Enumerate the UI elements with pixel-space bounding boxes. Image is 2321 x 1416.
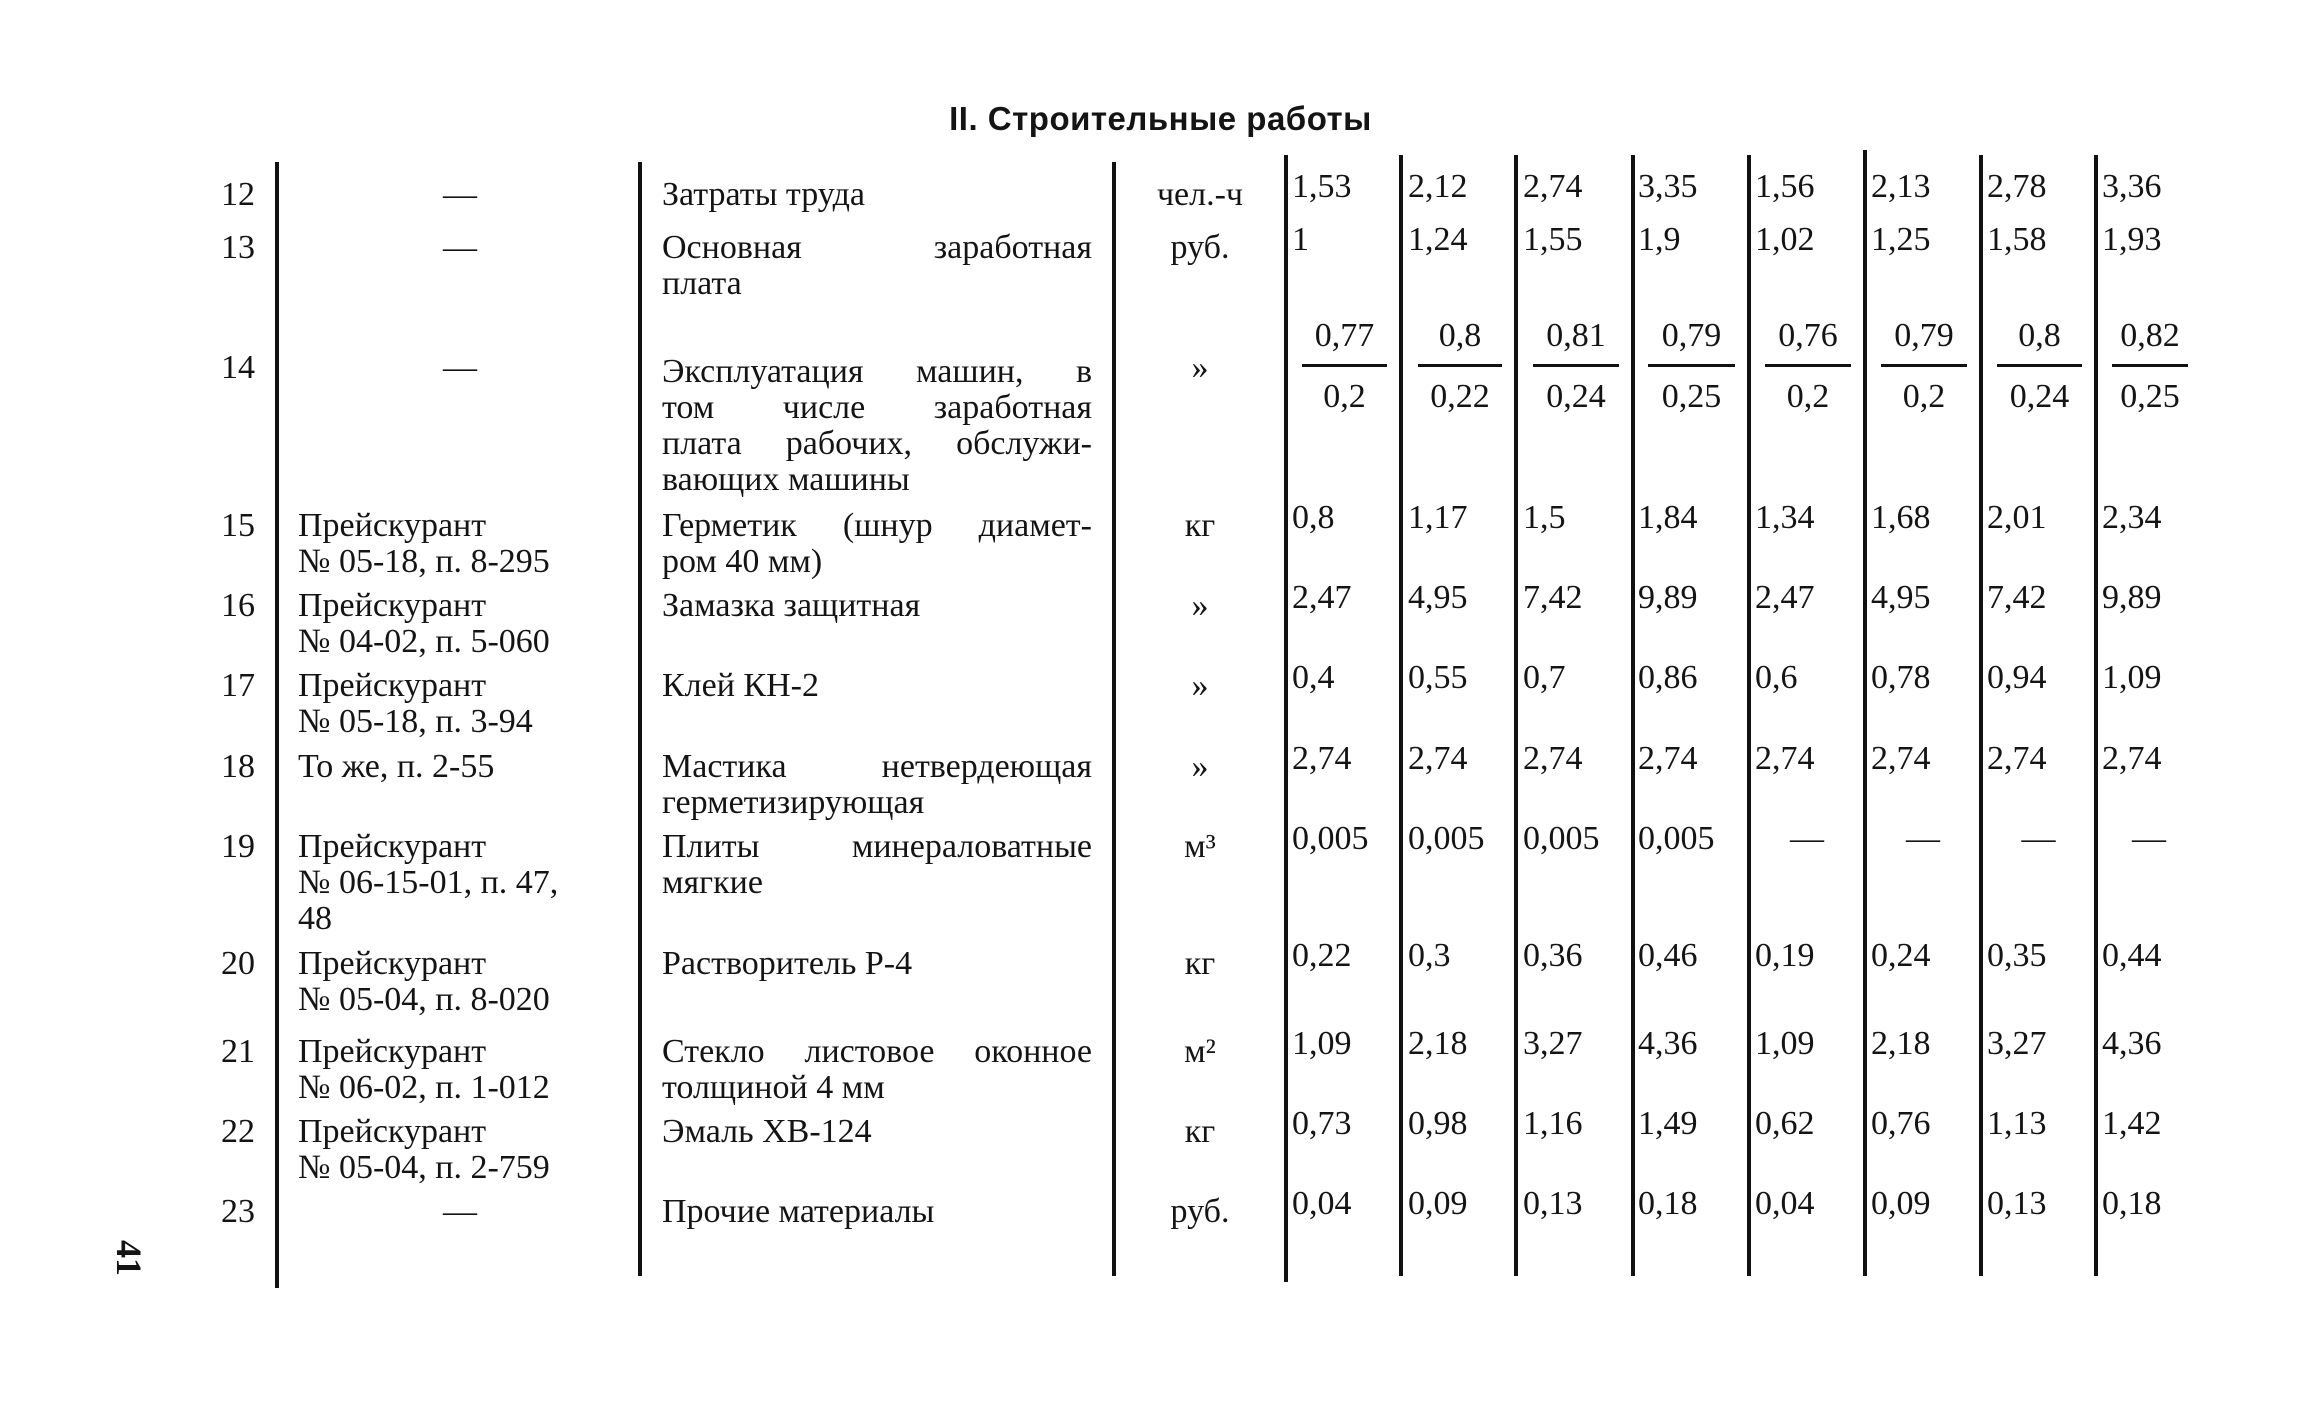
value-cell: 1,24: [1408, 221, 1468, 258]
unit: кг: [1184, 945, 1216, 982]
row-number: 21: [221, 1033, 255, 1070]
value-cell: 2,74: [1292, 740, 1352, 777]
description-line: Замазка защитная: [662, 587, 921, 624]
value-cell: 1,58: [1987, 221, 2047, 258]
value-cell: 2,34: [2102, 499, 2162, 536]
value-cell: 1,84: [1638, 499, 1698, 536]
denominator: 0,25: [1661, 378, 1722, 415]
numerator: 0,79: [1894, 317, 1954, 354]
value-cell: 0,04: [1292, 1185, 1352, 1222]
column-rule: [1284, 155, 1288, 1282]
description-line: Стекло листовое оконное: [662, 1033, 1092, 1070]
unit: м³: [1184, 828, 1216, 865]
value-cell: 2,74: [1408, 740, 1468, 777]
description-line: Эксплуатация машин, в: [662, 353, 1092, 390]
value-cell: 0,24: [1871, 937, 1931, 974]
source-line: То же, п. 2-55: [298, 748, 495, 785]
source-line: № 06-15-01, п. 47,: [298, 864, 559, 901]
value-cell: 0,44: [2102, 937, 2162, 974]
column-rule: [1979, 155, 1983, 1276]
value-cell: 2,74: [1871, 740, 1931, 777]
value-cell: 0,005: [1523, 820, 1600, 857]
column-rule: [1514, 155, 1518, 1276]
value-cell: 0,36: [1523, 937, 1583, 974]
numerator: 0,79: [1661, 317, 1722, 354]
source-line: № 06-02, п. 1-012: [298, 1069, 550, 1106]
description-line: Эмаль ХВ-124: [662, 1113, 872, 1150]
denominator: 0,2: [1786, 378, 1830, 415]
description-line: плата рабочих, обслужи-: [662, 425, 1092, 462]
row-number: 23: [221, 1193, 255, 1230]
unit: »: [1191, 667, 1209, 704]
fraction-bar: [1765, 364, 1851, 367]
value-cell: 0,55: [1408, 659, 1468, 696]
row-number: 14: [221, 349, 255, 386]
value-cell: —: [2021, 820, 2056, 857]
source-dash: —: [443, 349, 477, 386]
value-cell: 0,8: [1292, 499, 1335, 536]
column-rule: [275, 162, 279, 1288]
unit: м²: [1184, 1033, 1216, 1070]
fraction-bar: [2112, 364, 2188, 367]
column-rule: [1399, 155, 1403, 1276]
denominator: 0,2: [1902, 378, 1946, 415]
value-cell: 1: [1292, 221, 1309, 258]
page-number: 41: [109, 1240, 149, 1276]
source-line: Прейскурант: [298, 945, 487, 982]
row-number: 22: [221, 1113, 255, 1150]
numerator: 0,81: [1546, 317, 1606, 354]
row-number: 15: [221, 507, 255, 544]
value-cell: 2,18: [1408, 1025, 1468, 1062]
value-cell: 1,16: [1523, 1105, 1583, 1142]
value-cell: 2,01: [1987, 499, 2047, 536]
value-cell: 1,56: [1755, 168, 1815, 205]
fraction-bar: [1881, 364, 1967, 367]
description-line: герметизирующая: [662, 784, 925, 821]
value-cell: 2,74: [1987, 740, 2047, 777]
value-cell: 2,74: [1523, 740, 1583, 777]
fraction-bar: [1997, 364, 2082, 367]
value-cell: 4,95: [1871, 579, 1931, 616]
value-cell: 0,98: [1408, 1105, 1468, 1142]
source-dash: —: [443, 176, 477, 213]
value-cell: 1,09: [2102, 659, 2162, 696]
value-cell: 1,68: [1871, 499, 1931, 536]
value-cell: 1,34: [1755, 499, 1815, 536]
source-line: № 05-04, п. 8-020: [298, 981, 550, 1018]
denominator: 0,2: [1323, 378, 1366, 415]
column-rule: [1863, 150, 1867, 1276]
value-cell: 1,42: [2102, 1105, 2162, 1142]
denominator: 0,24: [1546, 378, 1606, 415]
row-number: 13: [221, 229, 255, 266]
value-cell: 7,42: [1523, 579, 1583, 616]
fraction-value: [1869, 318, 1979, 415]
fraction-value: [1985, 318, 2094, 415]
row-number: 16: [221, 587, 255, 624]
value-cell: 4,95: [1408, 579, 1468, 616]
value-cell: 0,3: [1408, 937, 1451, 974]
value-cell: 0,35: [1987, 937, 2047, 974]
denominator: 0,24: [2009, 378, 2070, 415]
unit: чел.-ч: [1156, 176, 1244, 213]
value-cell: 0,13: [1523, 1185, 1583, 1222]
value-cell: 2,12: [1408, 168, 1468, 205]
description-line: Герметик (шнур диамет-: [662, 507, 1092, 544]
value-cell: 0,19: [1755, 937, 1815, 974]
value-cell: 0,78: [1871, 659, 1931, 696]
value-cell: 9,89: [2102, 579, 2162, 616]
value-cell: 2,74: [2102, 740, 2162, 777]
column-rule: [638, 162, 642, 1276]
unit: кг: [1184, 507, 1216, 544]
value-cell: 1,53: [1292, 168, 1352, 205]
description-line: мягкие: [662, 864, 763, 901]
value-cell: —: [1790, 820, 1824, 857]
unit: »: [1191, 587, 1209, 624]
value-cell: 1,25: [1871, 221, 1931, 258]
value-cell: 0,94: [1987, 659, 2047, 696]
description-line: ром 40 мм): [662, 543, 823, 580]
row-number: 18: [221, 748, 255, 785]
fraction-bar: [1533, 364, 1619, 367]
fraction-bar: [1648, 364, 1735, 367]
value-cell: 0,09: [1408, 1185, 1468, 1222]
description-line: том числе заработная: [662, 389, 1092, 426]
section-title: II. Строительные работы: [949, 100, 1372, 137]
value-cell: 0,18: [1638, 1185, 1698, 1222]
unit: кг: [1184, 1113, 1216, 1150]
value-cell: 9,89: [1638, 579, 1698, 616]
source-line: № 05-04, п. 2-759: [298, 1149, 550, 1186]
row-number: 12: [221, 176, 255, 213]
fraction-value: [1406, 318, 1514, 415]
fraction-value: [1521, 318, 1631, 415]
row-number: 19: [221, 828, 255, 865]
source-line: Прейскурант: [298, 1113, 487, 1150]
value-cell: 3,35: [1638, 168, 1698, 205]
unit: руб.: [1170, 229, 1230, 266]
value-cell: 1,9: [1638, 221, 1681, 258]
row-number: 20: [221, 945, 255, 982]
source-line: Прейскурант: [298, 667, 487, 704]
value-cell: 1,09: [1755, 1025, 1815, 1062]
source-dash: —: [443, 1193, 477, 1230]
source-dash: —: [443, 229, 477, 266]
value-cell: 1,13: [1987, 1105, 2047, 1142]
column-rule: [1631, 155, 1635, 1276]
value-cell: 2,78: [1987, 168, 2047, 205]
description-line: Прочие материалы: [662, 1193, 935, 1230]
numerator: 0,8: [1438, 317, 1482, 354]
value-cell: 2,47: [1292, 579, 1352, 616]
unit: »: [1191, 349, 1209, 386]
value-cell: 0,18: [2102, 1185, 2162, 1222]
denominator: 0,22: [1430, 378, 1490, 415]
value-cell: 0,73: [1292, 1105, 1352, 1142]
description-line: Растворитель Р-4: [662, 945, 913, 982]
value-cell: 0,09: [1871, 1185, 1931, 1222]
value-cell: 0,7: [1523, 659, 1566, 696]
unit: »: [1191, 748, 1209, 785]
description-line: плата: [662, 265, 742, 302]
column-rule: [1747, 155, 1751, 1276]
fraction-value: [2100, 318, 2200, 415]
value-cell: 0,005: [1292, 820, 1369, 857]
fraction-value: [1753, 318, 1863, 415]
value-cell: 0,6: [1755, 659, 1798, 696]
description-line: вающих машины: [662, 461, 910, 498]
numerator: 0,82: [2120, 317, 2180, 354]
numerator: 0,77: [1314, 317, 1375, 354]
value-cell: 0,005: [1408, 820, 1485, 857]
value-cell: 0,04: [1755, 1185, 1815, 1222]
value-cell: 1,09: [1292, 1025, 1352, 1062]
value-cell: 2,47: [1755, 579, 1815, 616]
fraction-value: [1290, 318, 1399, 415]
value-cell: 0,46: [1638, 937, 1698, 974]
value-cell: 7,42: [1987, 579, 2047, 616]
value-cell: 2,74: [1755, 740, 1815, 777]
source-line: № 04-02, п. 5-060: [298, 623, 550, 660]
description-line: Плиты минераловатные: [662, 828, 1092, 865]
value-cell: 4,36: [1638, 1025, 1698, 1062]
fraction-value: [1636, 318, 1747, 415]
value-cell: 3,27: [1523, 1025, 1583, 1062]
description-line: Мастика нетвердеющая: [662, 748, 1092, 785]
value-cell: 1,02: [1755, 221, 1815, 258]
value-cell: 0,005: [1638, 820, 1715, 857]
numerator: 0,8: [2018, 317, 2061, 354]
description-line: Затраты труда: [662, 176, 866, 213]
value-cell: 3,27: [1987, 1025, 2047, 1062]
description-line: Основная заработная: [662, 229, 1092, 266]
value-cell: 0,76: [1871, 1105, 1931, 1142]
denominator: 0,25: [2120, 378, 2180, 415]
unit: руб.: [1170, 1193, 1230, 1230]
value-cell: 2,74: [1523, 168, 1583, 205]
value-cell: 0,13: [1987, 1185, 2047, 1222]
value-cell: 2,74: [1638, 740, 1698, 777]
value-cell: 1,55: [1523, 221, 1583, 258]
value-cell: 4,36: [2102, 1025, 2162, 1062]
source-line: Прейскурант: [298, 828, 487, 865]
description-line: Клей КН-2: [662, 667, 819, 704]
value-cell: 1,5: [1523, 499, 1566, 536]
value-cell: —: [2132, 820, 2166, 857]
row-number: 17: [221, 667, 255, 704]
source-line: Прейскурант: [298, 507, 487, 544]
fraction-bar: [1302, 364, 1387, 367]
value-cell: 0,22: [1292, 937, 1352, 974]
value-cell: 2,13: [1871, 168, 1931, 205]
source-line: Прейскурант: [298, 587, 487, 624]
value-cell: 1,49: [1638, 1105, 1698, 1142]
value-cell: 2,18: [1871, 1025, 1931, 1062]
source-line: Прейскурант: [298, 1033, 487, 1070]
column-rule: [2094, 155, 2098, 1276]
value-cell: 0,86: [1638, 659, 1698, 696]
value-cell: 3,36: [2102, 168, 2162, 205]
source-line: № 05-18, п. 8-295: [298, 543, 550, 580]
description-line: толщиной 4 мм: [662, 1069, 885, 1106]
value-cell: 1,93: [2102, 221, 2162, 258]
numerator: 0,76: [1778, 317, 1838, 354]
value-cell: —: [1906, 820, 1940, 857]
column-rule: [1112, 162, 1116, 1276]
value-cell: 0,62: [1755, 1105, 1815, 1142]
value-cell: 0,4: [1292, 659, 1335, 696]
source-line: № 05-18, п. 3-94: [298, 703, 533, 740]
value-cell: 1,17: [1408, 499, 1468, 536]
source-line: 48: [298, 900, 332, 937]
fraction-bar: [1418, 364, 1502, 367]
